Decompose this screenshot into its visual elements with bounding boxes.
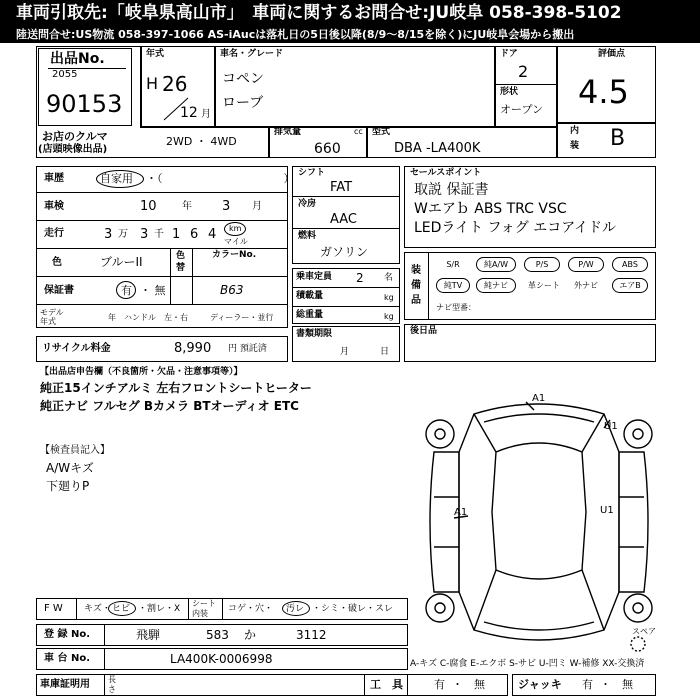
- registration-plate: 3112: [296, 628, 327, 642]
- mark-u1-top: U1: [604, 421, 618, 432]
- tools-label: 工 具: [370, 678, 403, 691]
- recycle-label: リサイクル料金: [42, 343, 111, 354]
- slash-mark: [160, 96, 200, 122]
- features-line-2: 純正ナビ フルセグ Bカメラ BTオーディオ ETC: [40, 399, 299, 413]
- tools-rest: ・ 無: [452, 678, 485, 691]
- expiry-month: 月: [340, 347, 350, 357]
- lot-label: 出品No.: [50, 51, 105, 67]
- color-code-value: B63: [220, 283, 244, 297]
- shift-label: シフト: [298, 168, 326, 178]
- shift-value: FAT: [330, 180, 353, 195]
- mileage-km: km: [229, 224, 242, 233]
- doors-value: 2: [518, 62, 529, 81]
- equip-ext-navi: 外ナビ: [574, 281, 598, 290]
- year-month-unit: 月: [201, 109, 211, 120]
- damage-int-2: 内装: [192, 609, 208, 618]
- navi-model-label: ナビ型番：: [436, 303, 476, 312]
- spare-label: スペア: [632, 627, 656, 636]
- expiry-day: 日: [380, 347, 390, 357]
- features-heading: 【出品店申告欄（不良箇所・欠品・注意事項等）】: [40, 367, 243, 377]
- model-name: コペン: [222, 71, 264, 87]
- equip-tv: 純TV: [436, 278, 470, 293]
- damage-fw: F W: [44, 603, 63, 614]
- mileage-d4: 6: [190, 227, 199, 242]
- displacement-value: 660: [314, 141, 341, 157]
- expiry-label: 書類期限: [296, 329, 333, 339]
- model-year-label-1: モデル: [40, 308, 64, 317]
- certificate-size-1: 長: [108, 675, 116, 684]
- lot-number: 90153: [46, 90, 123, 118]
- mileage-d3: 1: [172, 227, 181, 242]
- jack-value: 有: [582, 678, 593, 691]
- model-label: 車名・グレード: [220, 49, 284, 59]
- sales-line-3: LEDライト フォグ エコアイドル: [414, 220, 616, 236]
- model-year-label-2: 年式: [40, 317, 56, 326]
- equipment-label-1: 装: [411, 265, 421, 276]
- drive-value: 2WD ・ 4WD: [166, 135, 237, 148]
- displacement-label: 排気量: [274, 127, 302, 137]
- model-grade: ローブ: [222, 95, 264, 111]
- interior-label-1: 内: [570, 126, 580, 136]
- year-month: 12: [180, 105, 198, 121]
- sales-line-1: 取説 保証書: [414, 182, 489, 198]
- inspector-line-1: A/Wキズ: [46, 461, 94, 475]
- color-code-label: カラーNo.: [212, 250, 257, 260]
- equip-abs: ABS: [612, 257, 648, 272]
- mileage-u2: 千: [154, 229, 164, 240]
- mileage-d2: 3: [140, 227, 149, 242]
- color-side-2: 替: [176, 263, 186, 273]
- inspector-line-2: 下廻りP: [46, 479, 90, 493]
- fuel-value: ガソリン: [320, 245, 369, 259]
- ac-value: AAC: [330, 212, 357, 227]
- registration-area: 飛騨: [136, 628, 161, 642]
- inspection-label: 車検: [44, 201, 64, 212]
- registration-num: 583: [206, 628, 229, 642]
- car-diagram: [414, 392, 664, 652]
- score-label: 評価点: [598, 49, 626, 59]
- registration-kana: か: [244, 628, 257, 642]
- after-label: 後日品: [410, 326, 438, 336]
- recycle-unit: 円 預託済: [228, 344, 267, 354]
- displacement-unit: cc: [354, 127, 363, 136]
- warranty-label: 保証書: [44, 285, 74, 296]
- chassis-label: 車 台 No.: [44, 653, 91, 664]
- type-label: 型式: [372, 127, 391, 137]
- load-unit: kg: [384, 293, 394, 302]
- mileage-mile: マイル: [224, 237, 248, 246]
- year-value: 26: [162, 72, 188, 96]
- mileage-d5: 4: [208, 227, 217, 242]
- damage-legend: A-キズ C-腐食 E-エクボ S-サビ U-凹ミ W-補修 XX-交換済: [410, 659, 645, 669]
- certificate-size-2: さ: [108, 685, 116, 694]
- year-label: 年式: [146, 49, 165, 59]
- color-label: 色: [52, 257, 62, 268]
- certificate-box: [36, 674, 408, 696]
- chassis-value: LA400K-0006998: [170, 652, 273, 666]
- inspection-year: 10: [140, 199, 157, 214]
- color-side-1: 色: [176, 251, 186, 261]
- equip-ps: P/S: [524, 257, 560, 272]
- equip-aw: 純A/W: [476, 257, 516, 272]
- equipment-label-3: 品: [411, 295, 421, 306]
- capacity-value: 2: [356, 271, 364, 285]
- sales-label: セールスポイント: [410, 168, 482, 178]
- warranty-rest: ・ 無: [140, 284, 166, 297]
- damage-scratch: キズ・: [84, 604, 111, 614]
- damage-int-1: シート: [192, 599, 216, 608]
- lot-sub: 2055: [52, 69, 78, 80]
- equip-pw: P/W: [568, 257, 604, 272]
- warranty-value: 有: [121, 284, 132, 297]
- body-label: 形状: [500, 87, 519, 97]
- ac-label: 冷房: [298, 199, 317, 209]
- damage-dirt-rest: ・シミ・破レ・スレ: [312, 604, 394, 614]
- interior-value: B: [610, 126, 626, 151]
- mileage-label: 走行: [44, 228, 64, 239]
- capacity-label: 乗車定員: [296, 272, 333, 282]
- gross-label: 総重量: [296, 310, 324, 320]
- damage-crack-rest: ・割レ・X: [138, 604, 181, 614]
- score-value: 4.5: [578, 73, 629, 111]
- load-label: 積載量: [296, 291, 324, 301]
- tools-value: 有: [434, 678, 445, 691]
- body-value: オープン: [500, 103, 544, 116]
- fuel-label: 燃料: [298, 231, 317, 241]
- equip-leather: 革シート: [528, 281, 560, 290]
- store-note-2: (店頭映像出品): [38, 144, 108, 155]
- inspection-year-unit: 年: [182, 201, 192, 212]
- equip-airbag: エアB: [612, 278, 648, 293]
- color-value: ブルーII: [100, 255, 143, 269]
- store-note-1: お店のクルマ: [42, 130, 108, 143]
- inspector-heading: 【検査員記入】: [40, 445, 110, 456]
- header-title: 車両引取先:「岐阜県高山市」 車両に関するお問合せ:JU岐阜 058-398-5102: [0, 0, 700, 26]
- registration-label: 登 録 No.: [44, 629, 91, 640]
- mark-u1-right: U1: [600, 505, 614, 516]
- year-era: H: [146, 74, 159, 93]
- history-label: 車歴: [44, 173, 64, 184]
- handle-text: ハンドル 左・右: [124, 313, 188, 322]
- features-line-1: 純正15インチアルミ 左右フロントシートヒーター: [40, 381, 312, 395]
- interior-label-2: 装: [570, 141, 580, 151]
- damage-crack: ヒビ: [112, 604, 131, 614]
- certificate-label: 車庫証明用: [40, 679, 90, 690]
- recycle-value: 8,990: [174, 341, 212, 356]
- gross-unit: kg: [384, 312, 394, 321]
- history-rest: ・（ ）: [146, 172, 295, 185]
- inspection-month-unit: 月: [252, 201, 262, 212]
- jack-rest: ・ 無: [600, 678, 633, 691]
- mark-a1-left: A1: [454, 507, 468, 518]
- sales-line-2: Wエアｂ ABS TRC VSC: [414, 201, 567, 217]
- mileage-d1: 3: [104, 227, 113, 242]
- after-box: [404, 324, 656, 362]
- doors-label: ドア: [500, 49, 518, 59]
- capacity-unit: 名: [384, 273, 394, 283]
- equipment-label-2: 備: [411, 280, 421, 291]
- jack-label: ジャッキ: [518, 678, 562, 691]
- model-year-unit: 年: [108, 313, 116, 322]
- equip-sr: S/R: [446, 260, 460, 269]
- inspection-month: 3: [222, 199, 231, 214]
- equip-navi: 純ナビ: [476, 278, 516, 293]
- dealer-text: ディーラー・並行: [210, 313, 274, 322]
- header-subtitle: 陸送問合せ:US物流 058-397-1066 AS-iAucは落札日の5日後以降(8/9〜8/15を除く)にJU岐阜会場から搬出: [0, 26, 700, 43]
- type-value: DBA -LA400K: [394, 141, 481, 156]
- mark-a1-top: A1: [532, 393, 546, 404]
- damage-dirt: 汚レ: [286, 604, 305, 614]
- history-value: 自家用: [100, 172, 133, 185]
- mileage-u1: 万: [118, 229, 128, 240]
- damage-burn: コゲ・穴・: [228, 604, 274, 614]
